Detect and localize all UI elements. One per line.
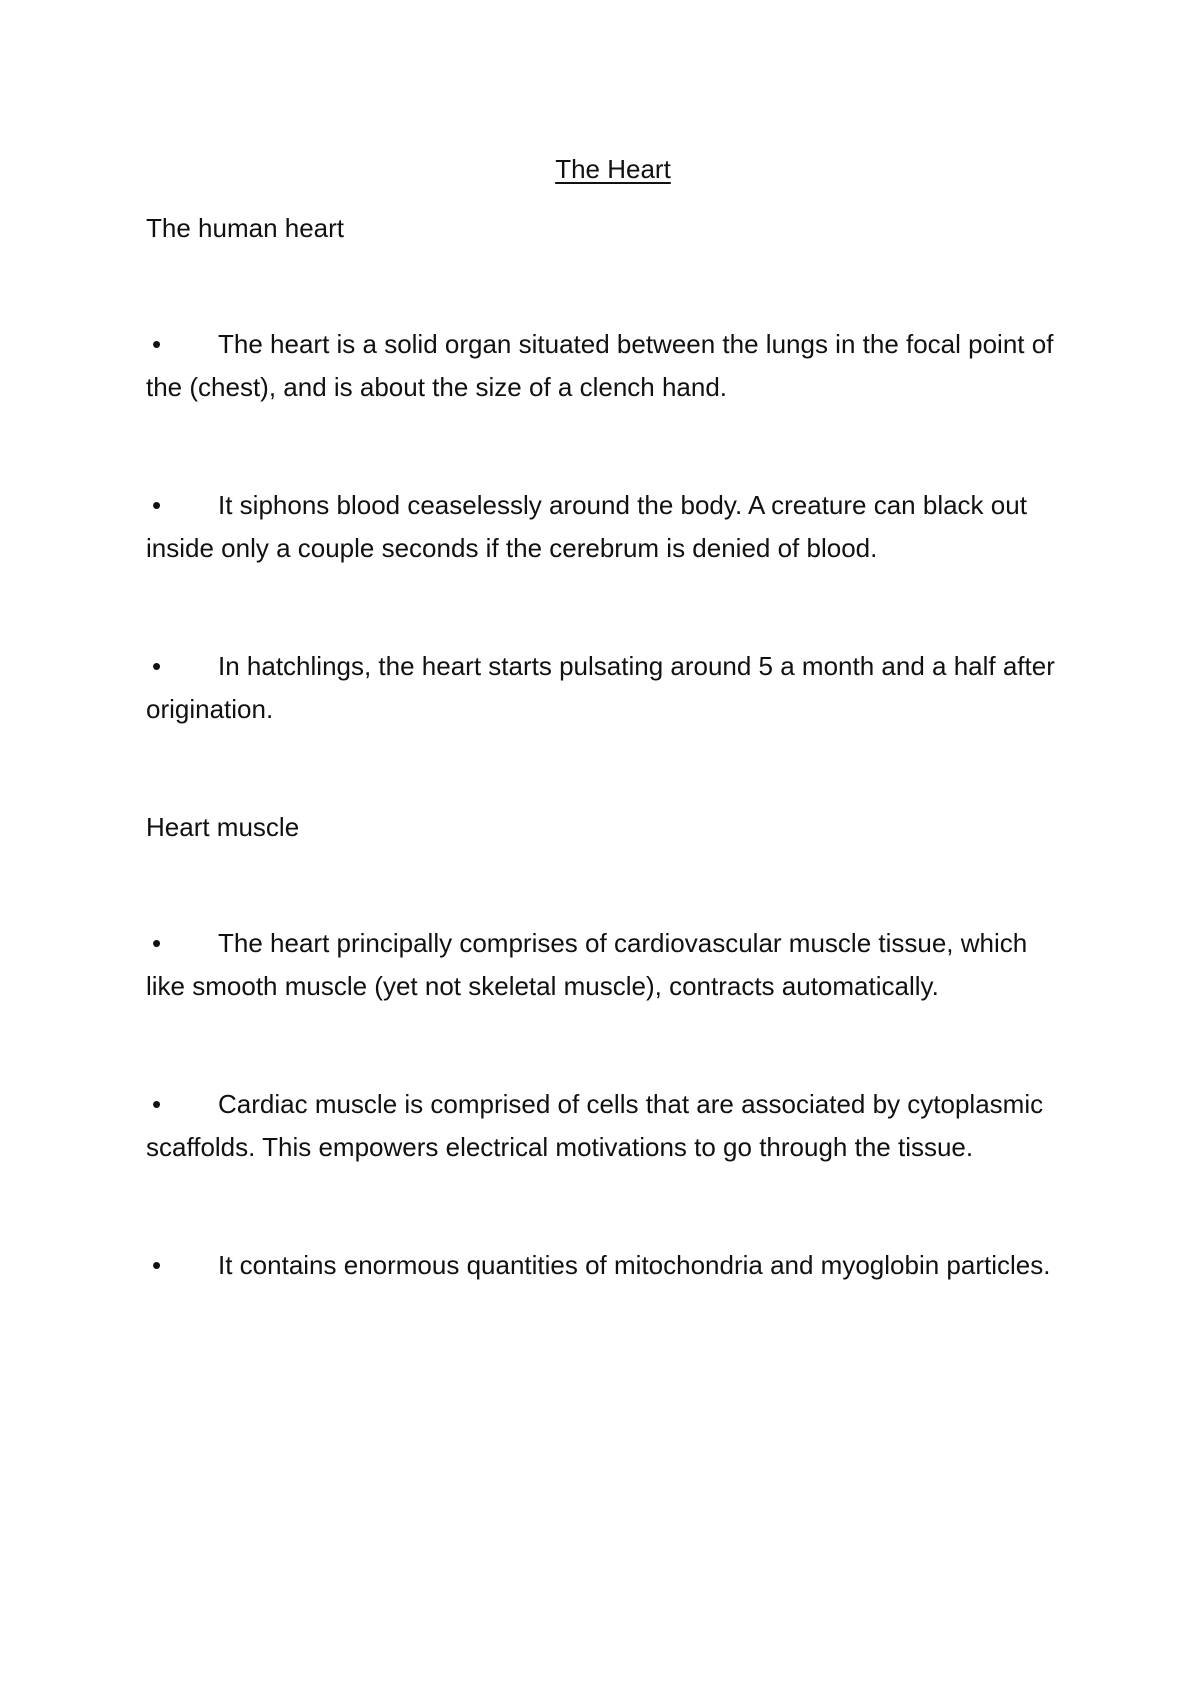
bullet-item [146,645,1066,731]
bullet-item [146,922,1066,1008]
section-heading: Heart muscle [146,812,300,842]
bullet-item [146,1083,1066,1169]
bullet-text: The heart principally comprises of cardiovascular muscle tissue, which like smooth muscle (yet not skeletal muscle), contracts automatically. [146,928,1028,1001]
bullet-text: It siphons blood ceaselessly around the body. A creature can black out inside only a couple seconds if the cerebrum is denied of blood. [146,490,1027,563]
bullet-item [146,484,1066,570]
section-heading: The human heart [146,213,345,243]
bullet-item [146,1244,1066,1287]
bullet-item [146,323,1066,409]
bullet-text: In hatchlings, the heart starts pulsating around 5 a month and a half after origination. [146,651,1055,724]
document-title: The Heart [555,154,671,184]
bullet-text: The heart is a solid organ situated between the lungs in the focal point of the (chest), and is about the size of a clench hand. [146,329,1054,402]
document-body [146,148,1066,1287]
bullet-icon: • [152,651,162,681]
bullet-icon: • [152,928,162,958]
bullet-icon: • [152,490,162,520]
bullet-text: Cardiac muscle is comprised of cells that are associated by cytoplasmic scaffolds. This empowers electrical motivations to go through the tissue. [146,1089,1044,1162]
bullet-icon: • [152,1250,162,1280]
bullet-icon: • [152,329,162,359]
bullet-text: It contains enormous quantities of mitochondria and myoglobin particles. [218,1250,1051,1280]
bullet-icon: • [152,1089,162,1119]
